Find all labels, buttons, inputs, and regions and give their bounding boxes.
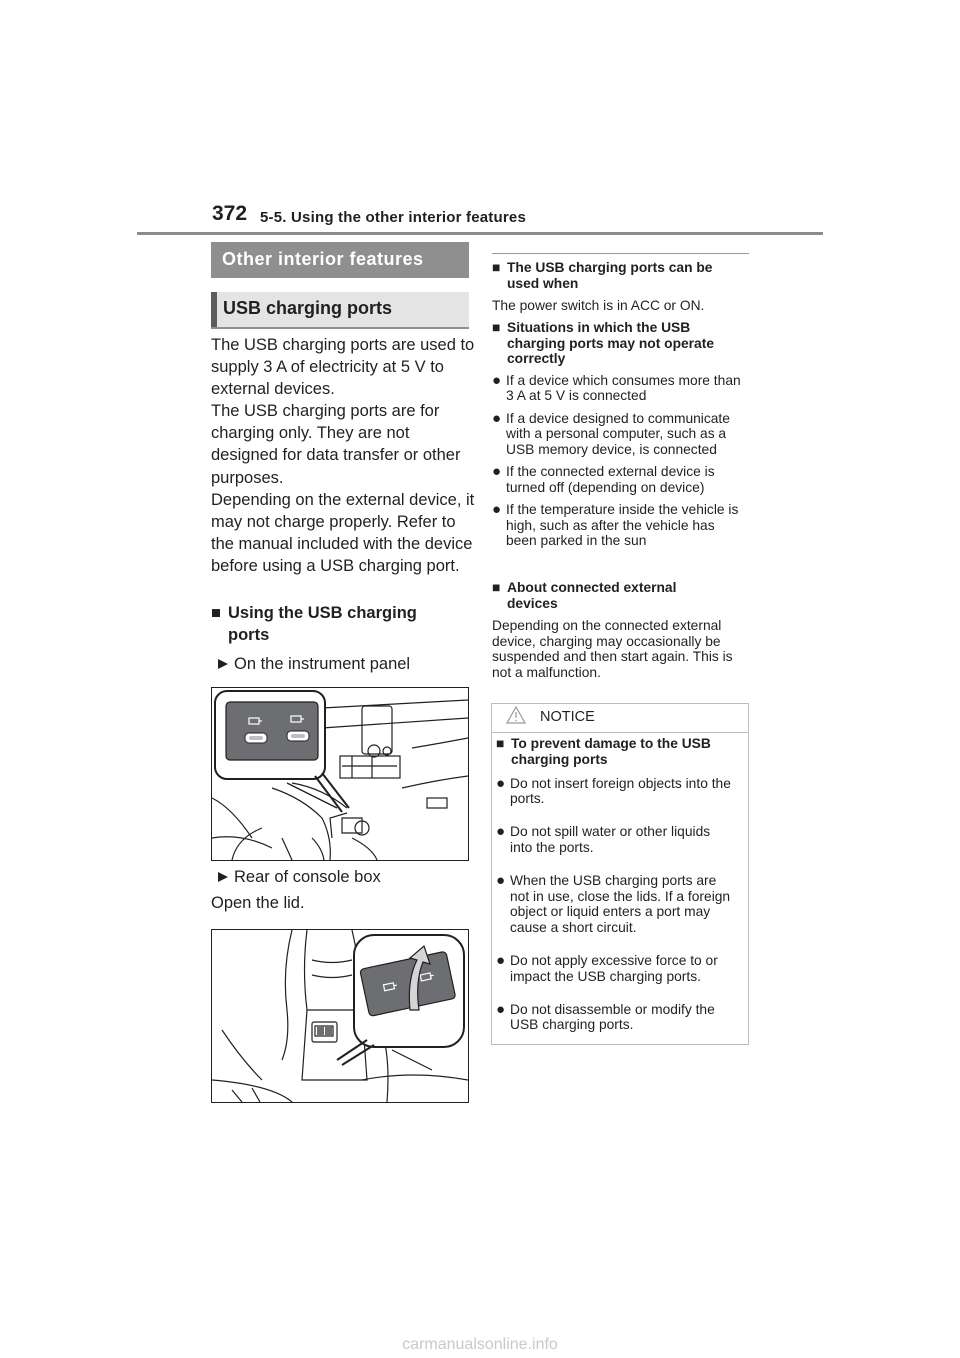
section-title: Other interior features [222,249,424,269]
bullet-dot-icon: ● [496,774,506,792]
subsection-underline [211,327,469,329]
list-item: ● Do not spill water or other liquids into the ports. [496,823,711,855]
notice-title: NOTICE [540,709,595,725]
intro-paragraph: Depending on the external device, it may not charge properly. Refer to the manual included with the device before using a USB charging port. [211,490,475,575]
square-bullet-icon: ■ [496,736,505,751]
using-ports-heading [211,602,466,646]
console-box-illustration [211,929,469,1103]
triangle-arrow-icon [218,872,228,882]
intro-paragraph: The USB charging ports are used to supply 3 A of electricity at 5 V to external devices. [211,336,475,399]
section-header: 5-5. Using the other interior features [260,209,526,226]
external-devices-heading: About connected external devices [507,580,677,611]
console-box-label: Rear of console box [234,868,381,886]
list-item: ● When the USB charging ports are not in use, close the lids. If a foreign object or liquid enters a port may cause a short circuit. [496,871,731,936]
warning-triangle-icon [506,706,526,724]
list-item: ● If a device designed to communicate with a personal computer, such as a USB memory device, is connected [492,409,730,457]
using-ports-heading-text: Using the USB charging ports [228,604,417,644]
instrument-panel-item [214,653,410,675]
page-number: 372 [212,202,248,225]
list-item: ● Do not disassemble or modify the USB charging ports. [496,1000,715,1033]
open-lid-text: Open the lid. [211,894,305,912]
ports-usable-heading: The USB charging ports can be used when [507,260,713,291]
ports-usable-text: The power switch is in ACC or ON. [492,298,705,313]
triangle-arrow-icon [218,659,228,669]
bullet-dot-icon: ● [492,409,502,427]
bullet-dot-icon: ● [496,823,506,841]
external-devices-section [492,580,752,680]
list-item: ● If a device which consumes more than 3 A at 5 V is connected [492,371,741,403]
instrument-panel-illustration [211,687,469,861]
notice-heading: To prevent damage to the USB charging ports [511,736,711,767]
bullet-dot-icon: ● [496,1000,506,1018]
square-bullet-icon: ■ [211,604,221,622]
subsection-title: USB charging ports [223,298,393,318]
notice-content [496,736,744,1033]
square-bullet-icon: ■ [492,260,501,275]
bullet-dot-icon: ● [492,463,502,480]
console-box-item [214,866,381,888]
operation-issues-section [492,320,752,549]
watermark: carmanualsonline.info [402,1336,558,1353]
list-item: ● If the connected external device is turned off (depending on device) [492,463,715,495]
ports-usable-section [492,260,752,314]
bullet-dot-icon: ● [496,951,506,969]
header-divider [137,232,823,235]
right-column-top-rule [492,253,749,254]
instrument-panel-label: On the instrument panel [234,655,411,673]
bullet-dot-icon: ● [496,871,506,889]
list-item: ● If the temperature inside the vehicle is high, such as after the vehicle has been parked in the sun [492,501,739,548]
intro-text [211,334,476,577]
console-drawing [212,930,468,1102]
square-bullet-icon: ■ [492,320,501,335]
intro-paragraph: The USB charging ports are for charging only. They are not designed for data transfer or other purposes. [211,402,461,487]
list-item: ● Do not insert foreign objects into the ports. [496,774,731,807]
list-item: ● Do not apply excessive force to or impact the USB charging ports. [496,951,718,984]
operation-issues-heading: Situations in which the USB charging ports may not operate correctly [507,320,714,366]
notice-divider [491,732,749,733]
dashboard-drawing [212,688,468,860]
square-bullet-icon: ■ [492,580,501,595]
bullet-dot-icon: ● [492,371,502,389]
bullet-dot-icon: ● [492,501,502,518]
external-devices-text: Depending on the connected external device, charging may occasionally be suspended and then start again. This is not a malfunction. [492,618,733,680]
